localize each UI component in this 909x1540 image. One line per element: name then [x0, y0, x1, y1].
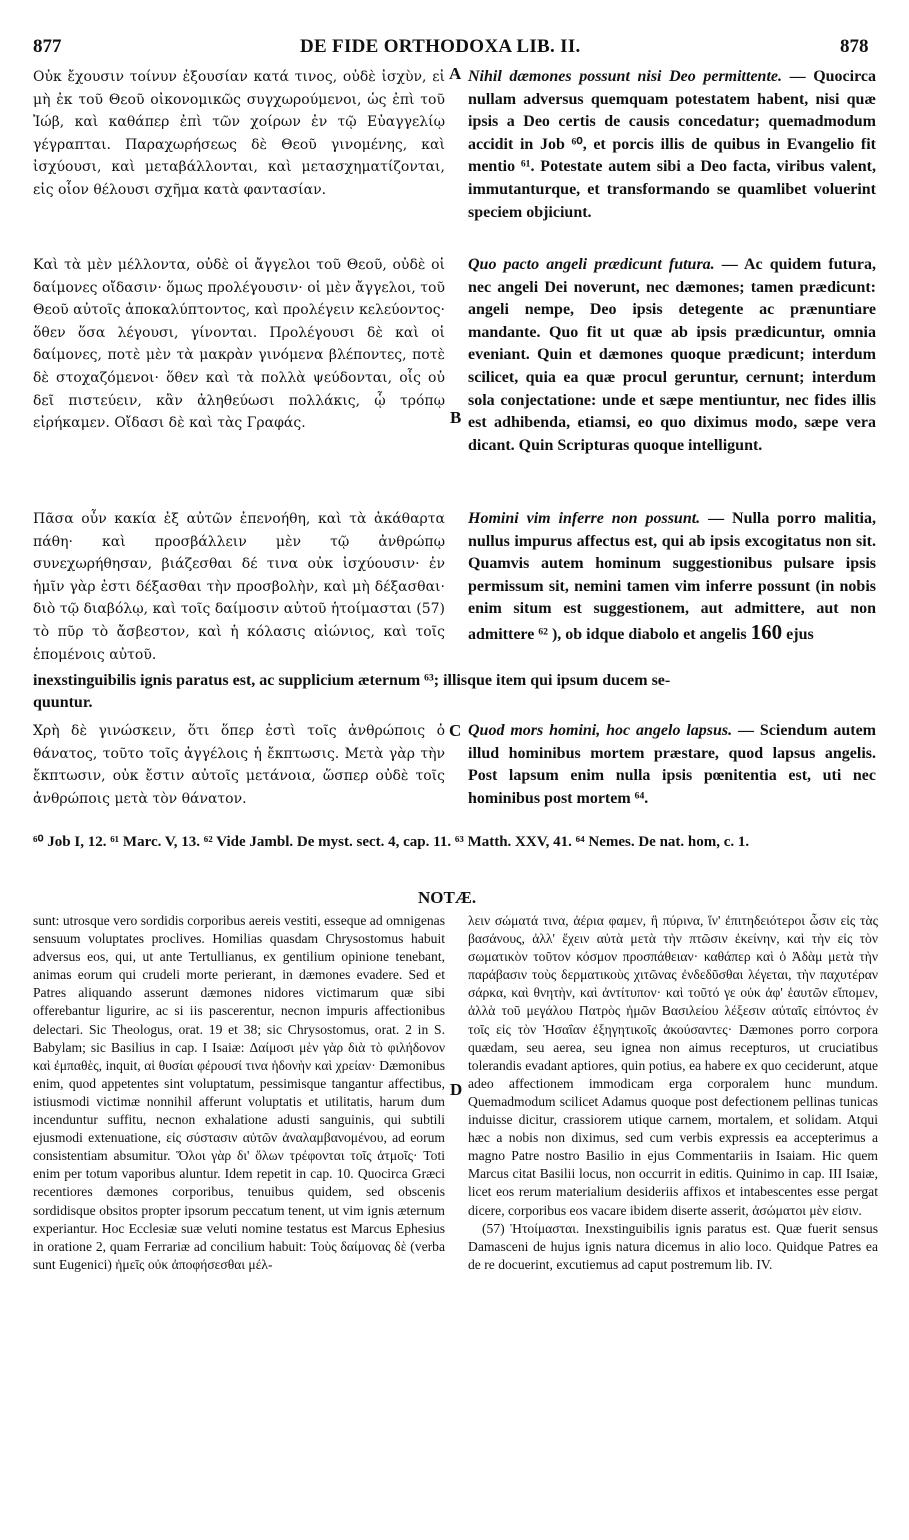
latin-text: Homini vim inferre non possunt. — Nulla porro malitia, nullus impurus affectus est, qui ab ipsis excogitatus non sit. Quamvis autem hominum suggestionibus pulsare ipsis permissum sit, nemini tamen vim inferre possunt (in nobis enim situm est suggestionem, aut admittere, aut non admittere ⁶² ), ob idque diabolo et angelis 160 ejus — [468, 510, 876, 644]
note-57: (57) Ἡτοίμασται. Inexstinguibilis ignis paratus est. Quæ fuerit sensus Damasceni de hujus ignis natura dicemus in alio loco. Quidque Patres ea de re docuerint, excutiemus ad caput postremum lib. IV. — [468, 1220, 878, 1272]
notes-heading: NOTÆ. — [418, 888, 477, 907]
greek-paragraph-3 — [33, 508, 445, 666]
latin-body: Quocirca nullam adversus quemquam potestatem habent, nisi quæ ipsis a Deo certis de causis concedatur; quemadmodum accidit in Job ⁶⁰, et porcis illis de quibus in Evangelio fit mentio ⁶¹. Potestate autem sibi a Deo facta, viribus valent, immutanturque, et transformando se quamlibet voluerint speciem objiciunt. — [468, 68, 876, 221]
latin-paragraph-4 — [468, 720, 876, 810]
latin-paragraph-3 — [468, 508, 876, 647]
notes-right-column — [468, 912, 878, 1274]
full-width-line-1: inexstinguibilis ignis paratus est, ac supplicium æternum ⁶³; illisque item qui ipsum ducem se- — [33, 672, 671, 689]
margin-letter-b: B — [450, 408, 462, 427]
latin-text: Quod mors homini, hoc angelo lapsus. — Sciendum autem illud hominibus mortem præstare, quod lapsus angelis. Post lapsum enim nulla ipsis pœnitentia est, uti nec hominibus post mortem ⁶⁴. — [468, 722, 876, 807]
notes-left-text: sunt: utrosque vero sordidis corporibus aereis vestiti, esseque ad omnigenas sensuum voluptates proclives. Homilias quasdam Chrysostomus habuit adversus eos, qui, ut ante Tertullianus, ex gentilium opinione tenebant, animas eorum qui crudeli morte perierant, in dæmones evadere. Sed et Patres aliquando asserunt dæmones nidores victimarum quæ sibi offerebantur ligurire, ac si iis pascerentur, necnon impuris affectionibus delectari. Sic Theologus, orat. 19 et 38; sic Chrysostomus, orat. 2 in S. Babylam; sic Basilius in cap. I Isaiæ: Δαίμοσι μὲν γὰρ διὰ τὸ φιλήδονον καὶ ἐμπαθὲς, inquit, αἱ θυσίαι φέρουσί τινα ἡδονὴν καὶ χρείαν· Dæmonibus enim, quod appetentes sint voluptatum, pessimisque tangantur affectibus, istiusmodi victimæ nonnihil afferunt voluptatis et utilitatis, harum dum incenduntur suffitu, necnon exhalatione adusti sanguinis, qui subtili ejusmodi extenuatione, εἰς σύστασιν αὐτῶν ἀναλαμβανομένου, ad eorum consistentiam absumitur. Ὅλοι γὰρ δι' ὅλων τρέφονται τοῖς ἀτμοῖς· Toti enim per totum vaporibus aluntur. Idem repetit in cap. 10. Quocirca Græci recentiores dæmones corporibus, tenuibus quidem, sed obscenis sordidisque obsitos propter ipsorum peccatum tenent, ut vim ignis æternum experiantur. Hoc Ecclesiæ suæ veluti nomine testatus est Marcus Ephesius in oratione 2, quam Ferrariæ ad concilium habuit: Τοὺς δαίμονας δὲ (verba sunt Eugenici) ἡμεῖς οὐκ ἀποφήσεσθαι μέλ- — [33, 913, 445, 1272]
greek-text: Καὶ τὰ μὲν μέλλοντα, οὐδὲ οἱ ἄγγελοι τοῦ Θεοῦ, οὐδὲ οἱ δαίμονες οἴδασιν· ὅμως προλέγουσιν· οἱ μὲν ἄγγελοι, τοῦ Θεοῦ αὐτοῖς ἀποκαλύπτοντος, καὶ προλέγειν κελεύοντος· ὅθεν ὅσα λέγουσι, γίνονται. Προλέγουσι δὲ καὶ οἱ δαίμονες, ποτὲ μὲν τὰ μακρὰν γινόμενα βλέποντες, ποτὲ δὲ στοχαζόμενοι· ὅθεν καὶ τὰ πολλὰ ψεύδονται, οἷς οὐ δεῖ πιστεύειν, κἂν ἀληθεύωσι πολλάκις, ᾧ τρόπῳ εἰρήκαμεν. Οἴδασι δὲ καὶ τὰς Γραφάς. — [33, 257, 445, 432]
margin-letter-c: C — [449, 721, 462, 740]
notes-right-text: λειν σώματά τινα, ἀέρια φαμεν, ἢ πύρινα, ἵν' ἐπιτηδειότεροι ὦσιν εἰς τὰς βασάνους, ἀλλ' ἔχειν αὐτὰ μετὰ τὴν πτῶσιν ἐκείνην, καὶ τὴν εἰς τὸν σωματικὸν τοῦτον κόσμον προσπάθειαν· καθάπερ καὶ ὁ Ἀδὰμ μετὰ τὴν παράβασιν τοὺς δερματικοὺς χιτῶνας ἐνδεδῦσθαι λέγεται, τὴν παχυτέραν σάρκα, καὶ θνητὴν, καὶ ἀντίτυπον· καὶ τοῦτό γε οὐκ ἀφ' ἑαυτῶν εἴπομεν, ἀλλὰ τοῦ μεγάλου Πατρὸς ἡμῶν Βασιλείου λέξεσιν αὐταῖς εἰπόντος ἐν τοῖς εἰς τὸν Ἡσαΐαν ἐξηγητικοῖς ἀκούσαντες· Dæmones porro corpora quædam, seu aerea, seu ignea non aimus recepturos, ut cruciatibus tolerandis evadant aptiores, quin potius, ea habere ex quo ceciderunt, atque adeo affectionem immodicam erga corporalem hunc mundum. Quemadmodum scilicet Adamus quoque post defectionem pellinas tunicas induisse dicitur, crassiorem utique carnem, mortalem, et solidam. Atqui hæc a nobis non diximus, sed cum verbis expressis ea accepterimus a magno Patre nostro Basilio in ejus Commentariis in Isaiam. Hic quem Marcus citat Basilii locus, non occurrit in editis. Quinimo in cap. III Isaiæ, licet eos rerum materialium desideriis affixos et intabescentes esse pergat dicere, corporibus eos vacare ibidem diserte asserit, ἀσώματοι μὲν εἰσιν. — [468, 913, 878, 1218]
latin-text: Nihil dæmones possunt nisi Deo permittente. — Quocirca nullam adversus quemquam potestatem habent, nisi quæ ipsis a Deo certis de causis concedatur; quemadmodum accidit in Job ⁶⁰, et porcis illis de quibus in Evangelio fit mentio ⁶¹. Potestate autem sibi a Deo facta, viribus valent, immutanturque, et transformando se quamlibet voluerint speciem objiciunt. — [468, 68, 876, 221]
greek-text: Πᾶσα οὖν κακία ἐξ αὐτῶν ἐπενοήθη, καὶ τὰ ἀκάθαρτα πάθη· καὶ προσβάλλειν μὲν τῷ ἀνθρώπῳ συνεχωρήθησαν, βιάζεσθαι δέ τινα οὐκ ἰσχύουσιν· ἐν ἡμῖν γὰρ ἐστι δέξασθαι τὴν προσβολὴν, καὶ μὴ δέξασθαι· διὸ τῷ διαβόλῳ, καὶ τοῖς δαίμοσιν αὐτοῦ ἡτοίμασται (57) τὸ πῦρ τὸ ἄσβεστον, καὶ ἡ κόλασις αἰώνιος, καὶ τοῖς ἑπομένοις αὐτοῦ. — [33, 511, 445, 663]
latin-body: Ac quidem futura, nec angeli Dei noverunt, nec dæmones; tamen prædicunt: angeli nempe, Deo ipsis detegente ac prænuntiare mandante. Quo fit ut quæ ab ipsis prædicuntur, omnia eveniant. Quin et dæmones quoque prædicunt; interdum scilicet, quia ea quæ procul geruntur, cernunt; interdum sola conjectatione: unde et sæpe mentiuntur, nec fides illis est adhibenda, etiamsi, eo quo diximus modo, sæpe vera dicant. Quin Scripturas quoque intelligunt. — [468, 256, 876, 454]
margin-letter-d: D — [450, 1080, 463, 1099]
latin-body: Sciendum autem illud hominibus mortem præstare, quod lapsus angelis. Post lapsum enim nulla ipsis pœnitentia est, uti nec hominibus post mortem ⁶⁴. — [468, 722, 876, 807]
footnotes: ⁶⁰ Job I, 12. ⁶¹ Marc. V, 13. ⁶² Vide Jambl. De myst. sect. 4, cap. 11. ⁶³ Matth. XXV, 41. ⁶⁴ Nemes. De nat. hom, c. 1. — [33, 834, 750, 850]
running-title: DE FIDE ORTHODOXA LIB. II. — [300, 36, 581, 57]
greek-text: Οὐκ ἔχουσιν τοίνυν ἐξουσίαν κατά τινος, οὐδὲ ἰσχὺν, εἰ μὴ ἐκ τοῦ Θεοῦ οἰκονομικῶς συγχωρούμενοι, ὡς ἐπὶ τοῦ Ἰώβ, καὶ καθάπερ ἐπὶ τῶν χοίρων ἐν τῷ Εὐαγγελίῳ γέγραπται. Παραχωρήσεως δὲ Θεοῦ γινομένης, καὶ ἰσχύουσι, καὶ μεταβάλλονται, καὶ μετασχηματίζονται, εἰς οἷον θέλουσι σχῆμα κατὰ φαντασίαν. — [33, 69, 445, 198]
latin-text: Quo pacto angeli prædicunt futura. — Ac quidem futura, nec angeli Dei noverunt, nec dæmones; tamen prædicunt: angeli nempe, Deo ipsis detegente ac prænuntiare mandante. Quo fit ut quæ ab ipsis prædicuntur, omnia eveniant. Quin et dæmones quoque prædicunt; interdum scilicet, quia ea quæ procul geruntur, cernunt; interdum sola conjectatione: unde et sæpe mentiuntur, nec fides illis est adhibenda, etiamsi, eo quo diximus modo, sæpe vera dicant. Quin Scripturas quoque intelligunt. — [468, 256, 876, 454]
page-number-right: 878 — [840, 36, 869, 57]
page-number-left: 877 — [33, 36, 62, 57]
column-number: 160 — [750, 619, 783, 644]
latin-paragraph-2 — [468, 254, 876, 457]
latin-body-end: ejus — [786, 625, 814, 643]
latin-heading: Quod mors homini, hoc angelo lapsus. — [468, 722, 733, 739]
greek-paragraph-4 — [33, 720, 445, 810]
latin-paragraph-1 — [468, 66, 876, 224]
full-width-line-2: quuntur. — [33, 694, 93, 711]
greek-text: Χρὴ δὲ γινώσκειν, ὅτι ὅπερ ἐστὶ τοῖς ἀνθρώποις ὁ θάνατος, τοῦτο τοῖς ἀγγέλοις ἡ ἔκπτωσις. Μετὰ γὰρ τὴν ἔκπτωσιν, οὐκ ἔστιν αὐτοῖς μετάνοια, ὥσπερ οὐδὲ τοῖς ἀνθρώποις μετὰ τὸν θάνατον. — [33, 723, 445, 807]
margin-letter-a: A — [449, 64, 462, 83]
latin-heading: Quo pacto angeli prædicunt futura. — [468, 256, 715, 273]
greek-paragraph-1 — [33, 66, 445, 202]
latin-heading: Nihil dæmones possunt nisi Deo permittente. — [468, 68, 782, 85]
notes-left-column — [33, 912, 445, 1274]
latin-heading: Homini vim inferre non possunt. — [468, 510, 701, 527]
latin-body: Nulla porro malitia, nullus impurus affectus est, qui ab ipsis excogitatus non sit. Quamvis autem hominum suggestionibus pulsare ipsis permissum sit, nemini tamen vim inferre possunt (in nobis enim situm est suggestionem, aut admittere, aut non admittere ⁶² ), ob idque diabolo et angelis — [468, 510, 876, 643]
greek-paragraph-2 — [33, 254, 445, 435]
